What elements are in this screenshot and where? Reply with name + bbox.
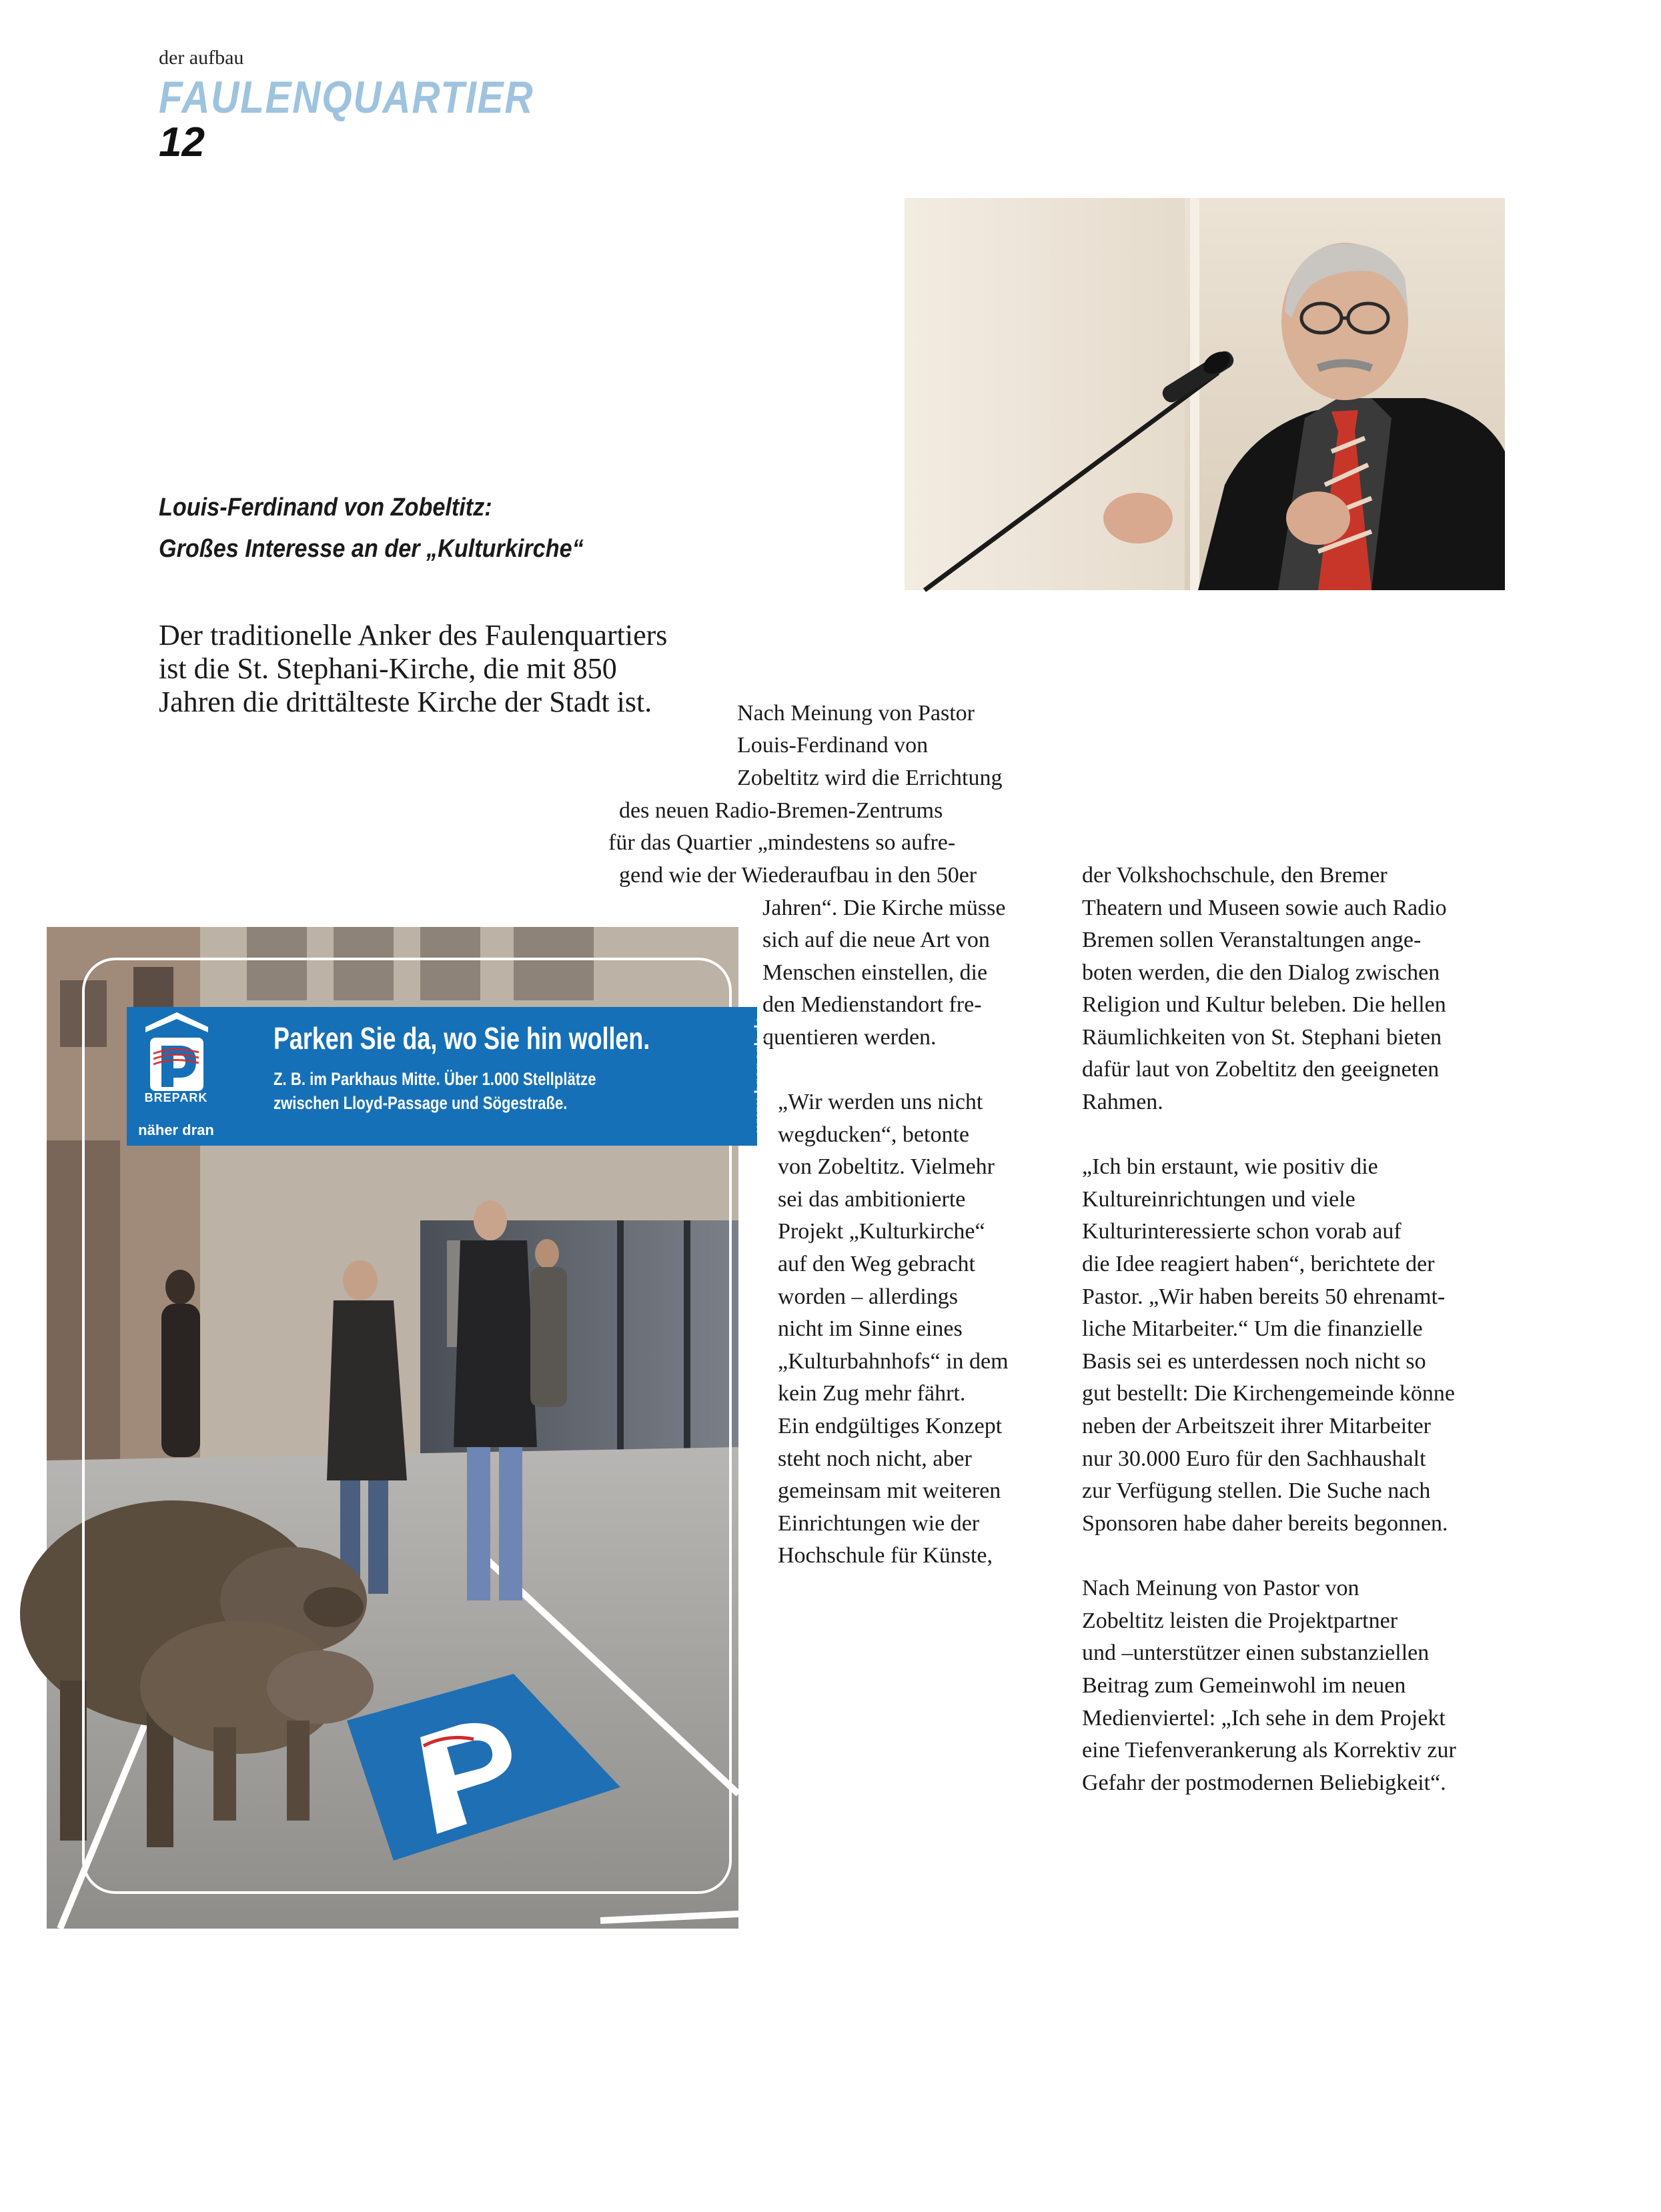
lead-line: ist die St. Stephani-Kirche, die mit 850 [159,652,617,685]
text-line: Ein endgültiges Konzept [778,1414,1003,1438]
text-line: nicht im Sinne eines [778,1316,963,1341]
kicker: der aufbau [159,47,244,69]
text-line: liche Mitarbeiter.“ Um die finanzielle [1082,1316,1423,1341]
text-line: Zobeltitz wird die Errichtung [737,766,1003,790]
text-line: die Idee reagiert haben“, berichtete der [1082,1252,1435,1276]
brepark-advertisement [47,927,768,1929]
text-line: worden – allerdings [778,1284,959,1309]
text-line: Religion und Kultur beleben. Die hellen [1082,992,1446,1017]
text-line: „Ich bin erstaunt, wie positiv die [1082,1154,1378,1179]
text-line: Menschen einstellen, die [762,960,988,985]
section-title: FAULENQUARTIER [159,72,534,123]
text-line: boten werden, die den Dialog zwischen [1082,960,1440,985]
text-line: Projekt „Kulturkirche“ [778,1219,985,1244]
lead-paragraph [159,619,759,719]
text-line: Louis-Ferdinand von [737,733,929,758]
text-line: der Volkshochschule, den Bremer [1082,863,1388,888]
ad-tagline: näher dran [138,1122,214,1138]
text-line: wegducken“, betonte [778,1122,969,1147]
text-line: des neuen Radio-Bremen-Zentrums [619,798,943,823]
text-line: sich auf die neue Art von [762,928,990,952]
text-line: für das Quartier „mindestens so aufre- [608,830,956,855]
text-line: Medienviertel: „Ich sehe in dem Projekt [1082,1706,1446,1731]
ad-subline-2: zwischen Lloyd-Passage und Sögestraße. [273,1093,568,1113]
text-line: Nach Meinung von Pastor von [1082,1576,1359,1600]
text-line: gend wie der Wiederaufbau in den 50er [619,863,977,888]
text-line: Hochschule für Künste, [778,1543,993,1568]
text-line: steht noch nicht, aber [778,1446,972,1471]
text-line: Theatern und Museen sowie auch Radio [1082,896,1447,920]
text-line: Einrichtungen wie der [778,1511,980,1536]
ad-subline [273,1067,596,1115]
text-line: Zobeltitz leisten die Projektpartner [1082,1608,1398,1633]
text-line: „Kulturbahnhofs“ in dem [778,1349,1009,1374]
text-line: gut bestellt: Die Kirchengemeinde könne [1082,1381,1455,1406]
text-line: „Wir werden uns nicht [778,1090,983,1114]
brepark-brand: BREPARK [144,1091,208,1104]
text-line: kein Zug mehr fährt. [778,1381,966,1406]
text-line: Räumlichkeiten von St. Stephani bieten [1082,1025,1442,1050]
text-line: von Zobeltitz. Vielmehr [778,1154,995,1179]
lead-line: Jahren die drittälteste Kirche der Stadt ist. [159,686,652,718]
text-line: Sponsoren habe daher bereits begonnen. [1082,1511,1448,1536]
text-line: auf den Weg gebracht [778,1252,975,1276]
text-line: quentieren werden. [762,1025,937,1050]
text-line: Rahmen. [1082,1090,1163,1114]
ad-subline-1: Z. B. im Parkhaus Mitte. Über 1.000 Stellplätze [273,1069,596,1089]
text-line: sei das ambitionierte [778,1187,966,1212]
ad-url: www.brepark.de [752,1015,768,1132]
text-line: zur Verfügung stellen. Die Suche nach [1082,1478,1431,1503]
text-line: neben der Arbeitszeit ihrer Mitarbeiter [1082,1414,1431,1438]
text-line: dafür laut von Zobeltitz den geeigneten [1082,1057,1440,1082]
page-number: 12 [159,119,205,165]
text-line: Bremen sollen Veranstaltungen ange- [1082,928,1422,952]
photo-caption [159,487,759,570]
text-line: Kulturinteressierte schon vorab auf [1082,1219,1402,1244]
text-line: Basis sei es unterdessen noch nicht so [1082,1349,1426,1374]
text-line: nur 30.000 Euro für den Sachhaushalt [1082,1446,1426,1471]
text-line: Kultureinrichtungen und viele [1082,1187,1355,1212]
text-line: Nach Meinung von Pastor [737,701,975,726]
caption-line: Großes Interesse an der „Kulturkirche“ [159,535,584,563]
lead-line: Der traditionelle Anker des Faulenquartiers [159,619,668,652]
text-line: Pastor. „Wir haben bereits 50 ehrenamt- [1082,1284,1446,1309]
text-line: Gefahr der postmodernen Beliebigkeit“. [1082,1771,1446,1795]
text-line: Jahren“. Die Kirche müsse [762,896,1006,920]
text-line: Beitrag zum Gemeinwohl im neuen [1082,1673,1406,1698]
text-line: eine Tiefenverankerung als Korrektiv zur [1082,1738,1456,1763]
text-line: und –unterstützer einen substanziellen [1082,1640,1430,1665]
ad-headline: Parken Sie da, wo Sie hin wollen. [273,1021,650,1056]
caption-line: Louis-Ferdinand von Zobeltitz: [159,493,492,521]
text-line: gemeinsam mit weiteren [778,1478,1001,1503]
speaker-photo [905,198,1505,590]
text-line: den Medienstandort fre- [762,992,982,1017]
